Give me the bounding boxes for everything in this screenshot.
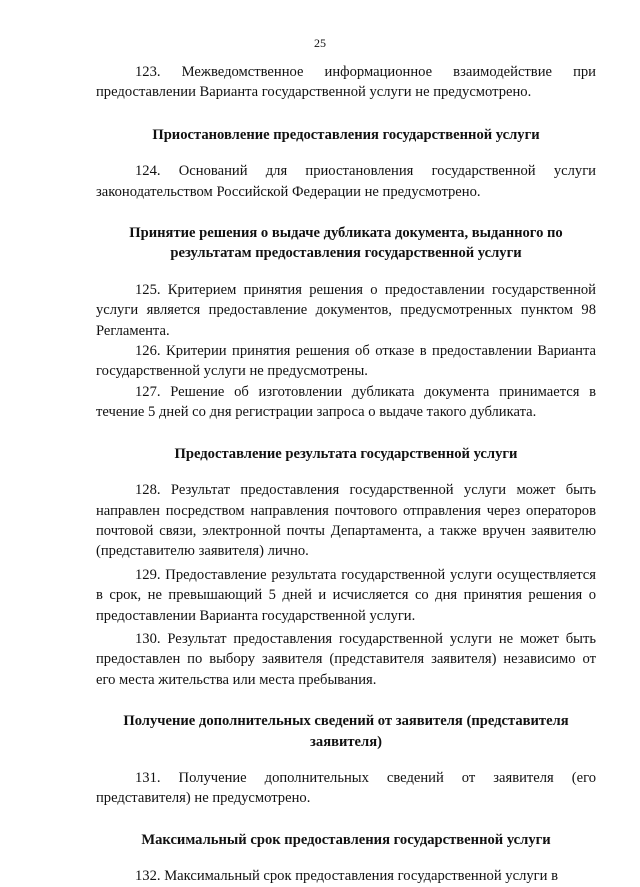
paragraph-124: 124. Оснований для приостановления государственной услуги законодательством Российской Федерации не предусмотрено. — [96, 163, 596, 200]
page-number: 25 — [314, 36, 326, 50]
paragraph-132: 132. Максимальный срок предоставления государственной услуги в — [135, 868, 558, 885]
heading-result-delivery: Предоставление результата государственной услуги — [174, 445, 518, 462]
paragraph-125: 125. Критерием принятия решения о предоставлении государственной услуги является предоставление документов, предусмотренных пунктом 98 Регламента. — [96, 281, 596, 339]
document-body — [96, 62, 596, 887]
heading-max-term: Максимальный срок предоставления государственной услуги — [141, 831, 551, 848]
paragraph-126: 126. Критерии принятия решения об отказе в предоставлении Варианта государственной услуги не предусмотрены. — [96, 343, 596, 380]
heading-suspension: Приостановление предоставления государственной услуги — [152, 126, 540, 143]
paragraph-127: 127. Решение об изготовлении дубликата документа принимается в течение 5 дней со дня регистрации запроса о выдаче такого дубликата. — [96, 383, 596, 421]
heading-duplicate-decision: Принятие решения о выдаче дубликата документа, выданного по результатам предоставления государственной услуги — [129, 225, 563, 262]
paragraph-123: 123. Межведомственное информационное взаимодействие при предоставлении Варианта государственной услуги не предусмотрено. — [96, 64, 596, 101]
paragraph-129: 129. Предоставление результата государственной услуги осуществляется в срок, не превышающий 5 дней и исчисляется со дня принятия решения о предоставлении Варианта государственной услуги. — [96, 566, 596, 624]
paragraph-131: 131. Получение дополнительных сведений от заявителя (его представителя) не предусмотрено. — [96, 769, 596, 807]
paragraph-130: 130. Результат предоставления государственной услуги не может быть предоставлен по выбору заявителя (представителя заявителя) независимо от его места жительства или места пребывания. — [96, 630, 596, 688]
heading-additional-info: Получение дополнительных сведений от заявителя (представителя заявителя) — [123, 713, 569, 750]
paragraph-128: 128. Результат предоставления государственной услуги может быть направлен посредством направления почтового отправления через операторов почтовой связи, электронной почты Департамента, а также вручен заявителю (представителю заявителя) лично. — [96, 482, 596, 560]
